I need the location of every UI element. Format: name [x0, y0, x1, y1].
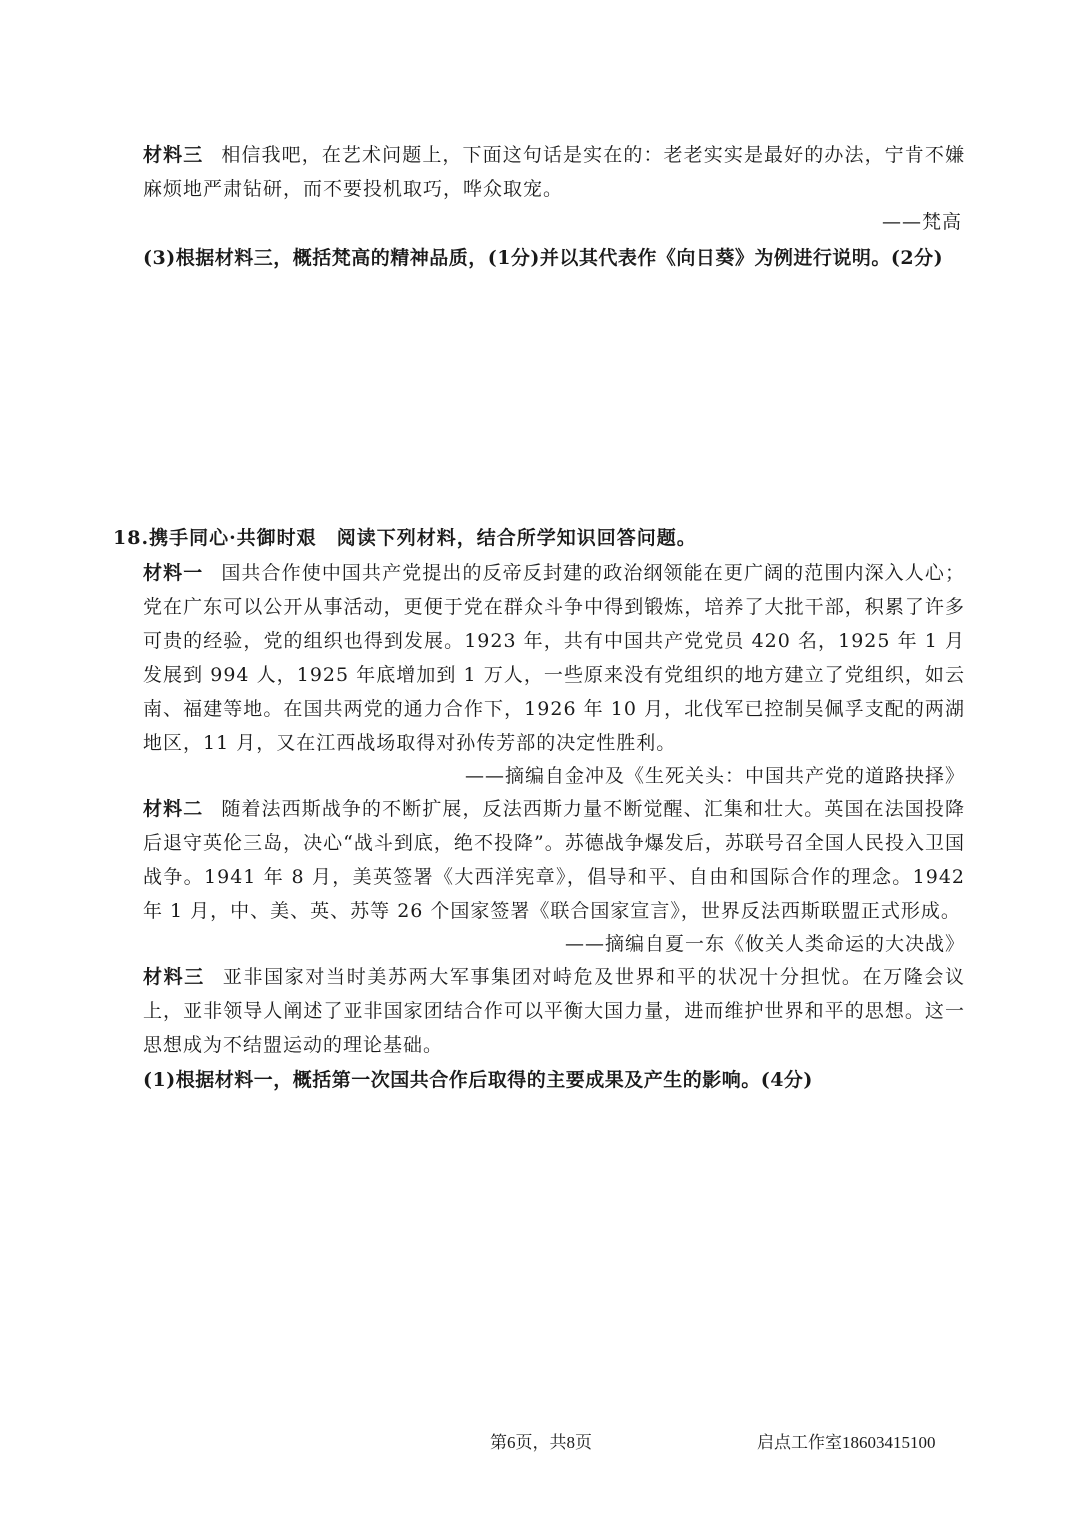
question-number: 18. [113, 527, 150, 549]
material-3-vangogh [143, 138, 965, 206]
material-source: ——梵高 [881, 211, 962, 233]
question-18-header [113, 521, 973, 555]
material-3 [143, 960, 965, 1062]
question-instruction: 阅读下列材料，结合所学知识回答问题。 [336, 527, 697, 549]
question-3: (3)根据材料三，概括梵高的精神品质，(1分)并以其代表作《向日葵》为例进行说明。(2分) [143, 247, 944, 269]
material-1 [143, 556, 965, 760]
material-label: 材料三 [143, 966, 205, 988]
material-label: 材料二 [143, 798, 204, 820]
question-title: 携手同心·共御时艰 [149, 527, 317, 549]
material-source: ——摘编自夏一东《攸关人类命运的大决战》 [564, 933, 965, 955]
material-2 [143, 792, 965, 928]
material-source: ——摘编自金冲及《生死关头：中国共产党的道路抉择》 [464, 765, 965, 787]
material-text: 相信我吧，在艺术问题上，下面这句话是实在的：老老实实是最好的办法，宁肯不嫌麻烦地严肃钻研，而不要投机取巧，哗众取宠。 [143, 144, 965, 200]
material-text: 随着法西斯战争的不断扩展，反法西斯力量不断觉醒、汇集和壮大。英国在法国投降后退守英伦三岛，决心“战斗到底，绝不投降”。苏德战争爆发后，苏联号召全国人民投入卫国战争。1941 年 8 月，美英签署《大西洋宪章》，倡导和平、自由和国际合作的理念。1942 年 1 月，中、美、英、苏等 26 个国家签署《联合国家宣言》，世界反法西斯联盟正式形成。 [143, 798, 965, 922]
material-label: 材料一 [143, 562, 204, 584]
material-label: 材料三 [143, 144, 204, 166]
material-text: 亚非国家对当时美苏两大军事集团对峙危及世界和平的状况十分担忧。在万隆会议上，亚非领导人阐述了亚非国家团结合作可以平衡大国力量，进而维护世界和平的思想。这一思想成为不结盟运动的理论基础。 [143, 966, 965, 1056]
studio-contact: 启点工作室18603415100 [757, 1433, 936, 1452]
material-text: 国共合作使中国共产党提出的反帝反封建的政治纲领能在更广阔的范围内深入人心；党在广东可以公开从事活动，更便于党在群众斗争中得到锻炼，培养了大批干部，积累了许多可贵的经验，党的组织也得到发展。1923 年，共有中国共产党党员 420 名，1925 年 1 月发展到 994 人，1925 年底增加到 1 万人，一些原来没有党组织的地方建立了党组织，如云南、福建等地。在国共两党的通力合作下，1926 年 10 月，北伐军已控制吴佩孚支配的两湖地区，11 月，又在江西战场取得对孙传芳部的决定性胜利。 [143, 562, 965, 754]
question-1: (1)根据材料一，概括第一次国共合作后取得的主要成果及产生的影响。(4分) [143, 1069, 813, 1091]
page-number: 第6页，共8页 [490, 1433, 592, 1452]
